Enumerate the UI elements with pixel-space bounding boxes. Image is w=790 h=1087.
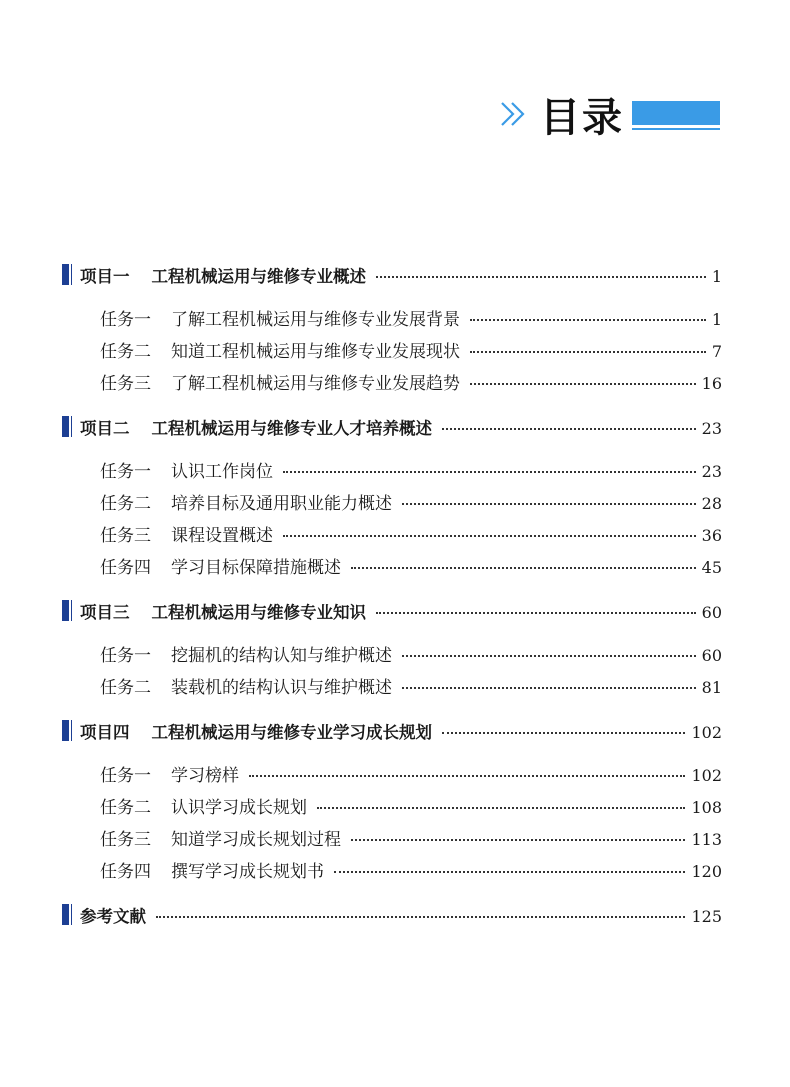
toc-task-entry[interactable] — [100, 305, 722, 330]
task-number: 任务二 — [100, 798, 151, 818]
page-number: 60 — [701, 646, 722, 665]
project-title: 工程机械运用与维修专业学习成长规划 — [151, 723, 432, 742]
task-number: 任务三 — [100, 830, 151, 850]
task-number: 任务四 — [100, 862, 151, 882]
dot-leader — [470, 318, 706, 321]
toc-project-entry[interactable] — [80, 263, 722, 287]
page-number: 16 — [701, 374, 722, 393]
section-marker-icon — [62, 416, 72, 437]
project-number: 项目四 — [80, 723, 130, 742]
dot-leader — [376, 275, 706, 278]
page-title: 目录 — [540, 94, 624, 141]
dot-leader — [402, 502, 696, 505]
task-number: 任务二 — [100, 494, 151, 514]
page-number: 120 — [691, 862, 722, 881]
page-number: 45 — [701, 558, 722, 577]
dot-leader — [470, 382, 696, 385]
references-title: 参考文献 — [80, 907, 146, 926]
task-title: 撰写学习成长规划书 — [171, 862, 324, 882]
dot-leader — [351, 566, 696, 569]
project-number: 项目三 — [80, 603, 130, 622]
task-number: 任务二 — [100, 342, 151, 362]
project-title: 工程机械运用与维修专业知识 — [151, 603, 366, 622]
task-title: 装载机的结构认识与维护概述 — [171, 678, 392, 698]
toc-task-entry[interactable] — [100, 521, 722, 546]
dot-leader — [249, 774, 685, 777]
task-title: 学习目标保障措施概述 — [171, 558, 341, 578]
task-number: 任务三 — [100, 526, 151, 546]
page-number: 125 — [691, 907, 722, 926]
task-number: 任务二 — [100, 678, 151, 698]
dot-leader — [156, 915, 685, 918]
toc-task-entry[interactable] — [100, 553, 722, 578]
page-number: 81 — [701, 678, 722, 697]
dot-leader — [470, 350, 706, 353]
task-title: 课程设置概述 — [171, 526, 273, 546]
toc-project-entry[interactable] — [80, 415, 722, 439]
toc-task-entry[interactable] — [100, 673, 722, 698]
task-number: 任务一 — [100, 462, 151, 482]
toc-project-entry[interactable] — [80, 599, 722, 623]
page-number: 102 — [691, 766, 722, 785]
page-number: 1 — [711, 267, 722, 286]
page-number: 36 — [701, 526, 722, 545]
task-number: 任务一 — [100, 310, 151, 330]
dot-leader — [402, 686, 696, 689]
section-marker-icon — [62, 904, 72, 925]
page-number: 108 — [691, 798, 722, 817]
task-title: 认识学习成长规划 — [171, 798, 307, 818]
toc-task-entry[interactable] — [100, 489, 722, 514]
section-marker-icon — [62, 600, 72, 621]
project-number: 项目一 — [80, 267, 130, 286]
task-number: 任务三 — [100, 374, 151, 394]
page-number: 60 — [701, 603, 722, 622]
page-number: 113 — [691, 830, 722, 849]
section-marker-icon — [62, 720, 72, 741]
task-title: 知道工程机械运用与维修专业发展现状 — [171, 342, 460, 362]
toc-header — [498, 92, 624, 141]
toc-task-entry[interactable] — [100, 369, 722, 394]
double-chevron-right-icon — [498, 97, 532, 131]
toc-task-entry[interactable] — [100, 457, 722, 482]
toc-task-entry[interactable] — [100, 793, 722, 818]
page-number: 28 — [701, 494, 722, 513]
dot-leader — [283, 470, 696, 473]
toc-task-entry[interactable] — [100, 761, 722, 786]
toc-task-entry[interactable] — [100, 641, 722, 666]
dot-leader — [334, 870, 685, 873]
page-number: 23 — [701, 419, 722, 438]
dot-leader — [283, 534, 696, 537]
dot-leader — [402, 654, 696, 657]
project-number: 项目二 — [80, 419, 130, 438]
section-marker-icon — [62, 264, 72, 285]
task-number: 任务一 — [100, 766, 151, 786]
task-title: 培养目标及通用职业能力概述 — [171, 494, 392, 514]
task-number: 任务一 — [100, 646, 151, 666]
dot-leader — [442, 731, 685, 734]
title-accent-underline — [632, 128, 720, 130]
task-title: 挖掘机的结构认知与维护概述 — [171, 646, 392, 666]
dot-leader — [376, 611, 696, 614]
task-number: 任务四 — [100, 558, 151, 578]
task-title: 认识工作岗位 — [171, 462, 273, 482]
page-number: 23 — [701, 462, 722, 481]
toc-project-entry[interactable] — [80, 719, 722, 743]
dot-leader — [317, 806, 685, 809]
dot-leader — [351, 838, 685, 841]
dot-leader — [442, 427, 696, 430]
project-title: 工程机械运用与维修专业人才培养概述 — [151, 419, 432, 438]
project-title: 工程机械运用与维修专业概述 — [151, 267, 366, 286]
toc-task-entry[interactable] — [100, 825, 722, 850]
title-accent-bar — [632, 101, 720, 125]
task-title: 了解工程机械运用与维修专业发展趋势 — [171, 374, 460, 394]
page-number: 7 — [711, 342, 722, 361]
page-number: 1 — [711, 310, 722, 329]
task-title: 了解工程机械运用与维修专业发展背景 — [171, 310, 460, 330]
toc-task-entry[interactable] — [100, 337, 722, 362]
toc-references-entry[interactable] — [80, 903, 722, 927]
task-title: 学习榜样 — [171, 766, 239, 786]
page-number: 102 — [691, 723, 722, 742]
task-title: 知道学习成长规划过程 — [171, 830, 341, 850]
toc-task-entry[interactable] — [100, 857, 722, 882]
